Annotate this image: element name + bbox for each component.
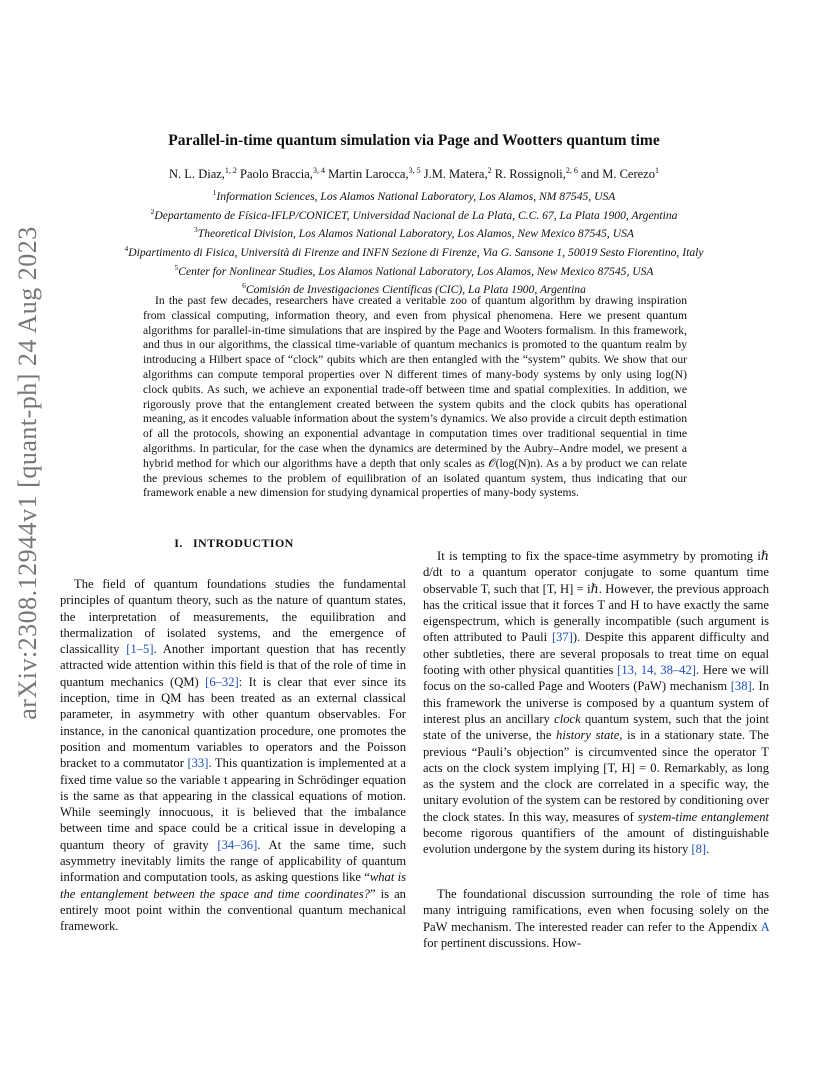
author-name: Paolo Braccia, — [240, 167, 313, 182]
body-text: . Here we will focus on the so-called Page and Wooters (PaW) mechanism — [423, 663, 770, 694]
citation-link[interactable]: [6–32] — [205, 674, 239, 689]
author-affiliation-marker: 2 — [487, 166, 492, 175]
affiliation-marker: 6 — [242, 281, 246, 291]
citation-link[interactable]: [8] — [691, 842, 707, 857]
section-title: INTRODUCTION — [192, 536, 294, 550]
affiliation-text: Dipartimento di Fisica, Università di Firenze and INFN Sezione di Firenze, Via G. Sansone 1, 50019 Sesto Fiorentino, Italy — [128, 245, 704, 259]
arxiv-stamp[interactable] — [8, 226, 48, 720]
emphasized-text: clock — [554, 711, 581, 726]
affiliation-line — [0, 261, 828, 280]
affiliation-text: Departamento de Física-IFLP/CONICET, Universidad Nacional de La Plata, C.C. 67, La Plata 1900, Argentina — [154, 208, 678, 222]
author-name: Martin Larocca, — [328, 167, 409, 182]
affiliation-marker: 1 — [212, 188, 217, 197]
body-text: It is tempting to fix the space-time asymmetry by promoting iℏ d/dt to a quantum operator conjugate to some quantum time observable T, such that [T, H] = iℏ. However, the previous approach has the critical issue that it forces T and H to have exactly the same eigenspectrum, which is generally incompatible (such argument is often attributed to Pauli — [423, 549, 769, 645]
affiliation-line — [0, 186, 828, 205]
affiliation-text: Comisión de Investigaciones Científicas (CIC), La Plata 1900, Argentina — [245, 283, 586, 297]
section-number: I. — [174, 536, 183, 550]
body-text: ). Despite this apparent difficulty and other subtleties, there are several proposals to treat time on equal footing with other physical quantities — [423, 630, 769, 678]
paper-title: Parallel-in-time quantum simulation via Page and Wootters quantum time — [168, 132, 660, 149]
body-text: ” is an entirely moot point within the conventional quantum mechanical framework. — [60, 886, 406, 934]
author-name: N. L. Diaz, — [169, 167, 225, 182]
intro-paragraph-2 — [423, 548, 769, 858]
citation-link[interactable]: [37] — [551, 630, 573, 645]
section-heading — [60, 536, 408, 551]
affiliation-text: Information Sciences, Los Alamos National Laboratory, Los Alamos, NM 87545, USA — [216, 189, 616, 203]
citation-link[interactable]: [13, 14, 38–42] — [617, 663, 696, 678]
citation-link[interactable]: [33] — [187, 756, 209, 771]
author-affiliation-marker: 3, 4 — [312, 166, 325, 175]
body-text: The foundational discussion surrounding the role of time has many intriguing ramifications, even when focusing solely on the PaW mechanism. The interested reader can refer to the Appendix — [423, 887, 769, 934]
body-text: become rigorous quantifiers of the amount of distinguishable evolution undergone by the system during its history — [423, 826, 769, 857]
affiliation-text: Theoretical Division, Los Alamos National Laboratory, Los Alamos, New Mexico 87545, USA — [197, 227, 634, 241]
citation-link[interactable]: [34–36] — [217, 837, 258, 852]
author-name: R. Rossignoli, — [494, 167, 566, 182]
emphasized-text: history state — [556, 728, 620, 743]
emphasized-text: system-time entanglement — [637, 809, 769, 824]
author-affiliation-marker: 1 — [654, 166, 659, 175]
author-affiliation-marker: 3, 5 — [408, 166, 421, 175]
citation-link[interactable]: [1–5] — [126, 642, 154, 657]
affiliation-marker: 5 — [174, 262, 179, 272]
author-name: J.M. Matera, — [423, 167, 488, 182]
author-name: and M. Cerezo — [581, 167, 655, 182]
citation-link[interactable]: [38] — [730, 679, 752, 694]
body-text: quantum system, such that the joint state of the universe, the — [423, 711, 769, 743]
author-affiliation-marker: 1, 2 — [224, 166, 237, 175]
affiliation-list — [0, 186, 828, 298]
affiliation-marker: 4 — [124, 243, 129, 253]
body-text: . At the same time, such asymmetry inevitably limits the range of applicability of quantum information and computation tools, as asking questions like “ — [60, 837, 406, 885]
affiliation-line — [0, 205, 828, 224]
intro-paragraph-3 — [423, 886, 769, 951]
arxiv-stamp-text: arXiv:2308.12944v1 [quant-ph] 24 Aug 2023 — [13, 226, 43, 720]
affiliation-line — [0, 242, 828, 261]
author-affiliation-marker: 2, 6 — [565, 166, 578, 175]
body-text: . This quantization is implemented at a fixed time value so the variable t appearing in Schrödinger equation is the same as that appearing in the classical equations of motion. While seemingly innocuous, it is believed that the imbalance between time and space could be a critical issue in developing a quantum theory of gravity — [60, 756, 407, 852]
body-text: . Another important question that has recently attracted wide attention within this field is that of the role of time in quantum mechanics (QM) — [60, 642, 406, 689]
citation-link[interactable]: A — [760, 919, 769, 934]
body-text: . — [706, 842, 710, 857]
affiliation-marker: 3 — [194, 225, 198, 235]
affiliation-marker: 2 — [150, 206, 155, 216]
emphasized-text: what is the entanglement between the space and time coordinates? — [60, 870, 406, 901]
affiliation-text: Center for Nonlinear Studies, Los Alamos National Laboratory, Los Alamos, New Mexico 87545, USA — [178, 264, 654, 278]
intro-paragraph-1 — [60, 576, 406, 935]
body-text: . In this framework the universe is composed by a quantum system of interest plus an ancillary — [423, 679, 769, 726]
body-text: , is in a stationary state. The previous “Pauli’s objection” is circumvented since the operator T acts on the clock system implying [T, H] = 0. Remarkably, as long as the system and the clock are correlated in a specific way, the unitary evolution of the system can be restored by conditioning over the clock states. In this way, measures of — [423, 728, 769, 824]
affiliation-line — [0, 223, 828, 242]
body-text: for pertinent discussions. How- — [423, 935, 582, 950]
body-text: The field of quantum foundations studies the fundamental principles of quantum theory, such as the nature of quantum states, the interpretation of measurements, the equilibration and thermalization of isolated systems, and the emergence of classicallity — [60, 577, 406, 657]
abstract: In the past few decades, researchers have created a veritable zoo of quantum algorithm by drawing inspiration from classical computing, information theory, and even from physical phenomena. Here we present quantum algorithms for parallel-in-time simulations that are inspired by the Page and Wooters formalism. In this framework, and thus in our algorithms, the classical time-variable of quantum mechanics is promoted to the quantum realm by introducing a Hilbert space of “clock” qubits which are then entangled with the “system” qubits. We show that our algorithms can compute temporal properties over N different times of many-body systems by only using log(N) clock qubits. As such, we achieve an exponential trade-off between time and spatial complexities. In addition, we rigorously prove that the entanglement created between the system qubits and the clock qubits has operational meaning, as it encodes valuable information about the system’s dynamics. We also provide a circuit depth estimation of all the protocols, showing an exponential advantage in computation times over traditional sequential in time algorithms. In particular, for the case when the dynamics are determined by the Aubry–Andre model, we present a hybrid method for which our algorithms have a depth that only scales as 𝒪(log(N)n). As a by product we can relate the previous schemes to the problem of equilibration of an isolated quantum system, thus indicating that our framework enable a new dimension for studying dynamical properties of many-body systems. — [143, 294, 687, 500]
body-text: : It is clear that ever since its inception, time in QM has been treated as an external classical parameter, in asymmetry with other quantum observables. For instance, in the canonical quantization procedure, one promotes the position and momentum variables to operators and the Poisson bracket to a commutator — [60, 674, 406, 771]
author-list — [0, 166, 828, 182]
